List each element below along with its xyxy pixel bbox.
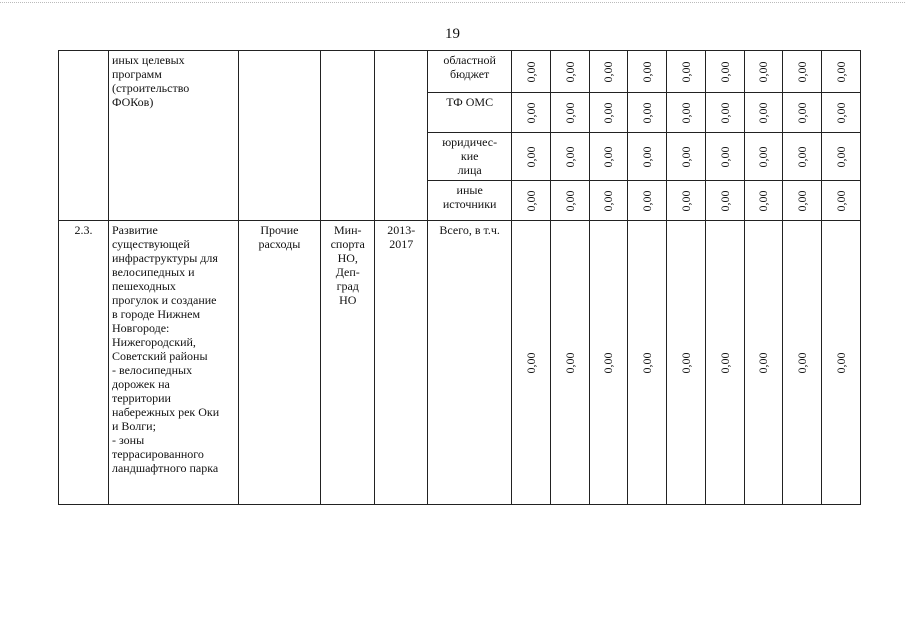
value-cell: 0,00 [511, 51, 550, 93]
value-cell: 0,00 [783, 93, 822, 133]
funding-source-cell: ТФ ОМС [428, 93, 512, 133]
funding-source-cell: юридичес- кие лица [428, 133, 512, 181]
value-cell: 0,00 [550, 181, 589, 221]
table-row [59, 221, 861, 505]
value-cell: 0,00 [822, 181, 861, 221]
value-cell: 0,00 [589, 51, 628, 93]
value-cell: 0,00 [628, 51, 667, 93]
funding-source-cell: Всего, в т.ч. [428, 221, 512, 505]
value-cell: 0,00 [783, 133, 822, 181]
value-cell: 0,00 [550, 133, 589, 181]
measure-name-cell: иных целевых программ (строительство ФОКов) [108, 51, 238, 221]
value-cell: 0,00 [822, 93, 861, 133]
value-cell: 0,00 [744, 51, 783, 93]
value-cell: 0,00 [783, 51, 822, 93]
value-cell: 0,00 [511, 181, 550, 221]
budget-table [58, 50, 861, 505]
value-cell: 0,00 [667, 51, 706, 93]
value-cell: 0,00 [705, 181, 744, 221]
row-number-cell: 2.3. [59, 221, 109, 505]
value-cell: 0,00 [822, 51, 861, 93]
funding-source-cell: областной бюджет [428, 51, 512, 93]
value-cell: 0,00 [667, 181, 706, 221]
value-cell: 0,00 [628, 133, 667, 181]
scan-edge-line [0, 2, 905, 4]
value-cell: 0,00 [744, 93, 783, 133]
value-cell: 0,00 [550, 93, 589, 133]
expense-type-cell: Прочие расходы [238, 221, 321, 505]
executor-cell: Мин- спорта НО, Деп- град НО [321, 221, 375, 505]
row-number-cell [59, 51, 109, 221]
value-cell: 0,00 [667, 221, 706, 505]
value-cell: 0,00 [705, 221, 744, 505]
value-cell: 0,00 [589, 181, 628, 221]
expense-type-cell [238, 51, 321, 221]
value-cell: 0,00 [667, 93, 706, 133]
value-cell: 0,00 [783, 181, 822, 221]
value-cell: 0,00 [822, 221, 861, 505]
value-cell: 0,00 [705, 133, 744, 181]
value-cell: 0,00 [511, 93, 550, 133]
value-cell: 0,00 [589, 133, 628, 181]
executor-cell [321, 51, 375, 221]
table-row [59, 51, 861, 93]
value-cell: 0,00 [705, 93, 744, 133]
value-cell: 0,00 [822, 133, 861, 181]
value-cell: 0,00 [628, 181, 667, 221]
value-cell: 0,00 [628, 93, 667, 133]
value-cell: 0,00 [550, 221, 589, 505]
value-cell: 0,00 [744, 221, 783, 505]
value-cell: 0,00 [511, 133, 550, 181]
period-cell: 2013- 2017 [375, 221, 428, 505]
value-cell: 0,00 [589, 221, 628, 505]
value-cell: 0,00 [589, 93, 628, 133]
funding-source-cell: иные источники [428, 181, 512, 221]
value-cell: 0,00 [744, 133, 783, 181]
value-cell: 0,00 [667, 133, 706, 181]
value-cell: 0,00 [744, 181, 783, 221]
value-cell: 0,00 [628, 221, 667, 505]
value-cell: 0,00 [705, 51, 744, 93]
period-cell [375, 51, 428, 221]
measure-name-cell: Развитие существующей инфраструктуры для велосипедных и пешеходных прогулок и создание в городе Нижнем Новгороде: Нижегородский, Советский районы - велосипедных дорожек на территории набережных рек Оки и Волги; - зоны террасированного ландшафтного парка [108, 221, 238, 505]
value-cell: 0,00 [550, 51, 589, 93]
value-cell: 0,00 [783, 221, 822, 505]
value-cell: 0,00 [511, 221, 550, 505]
page-number: 19 [445, 26, 460, 42]
